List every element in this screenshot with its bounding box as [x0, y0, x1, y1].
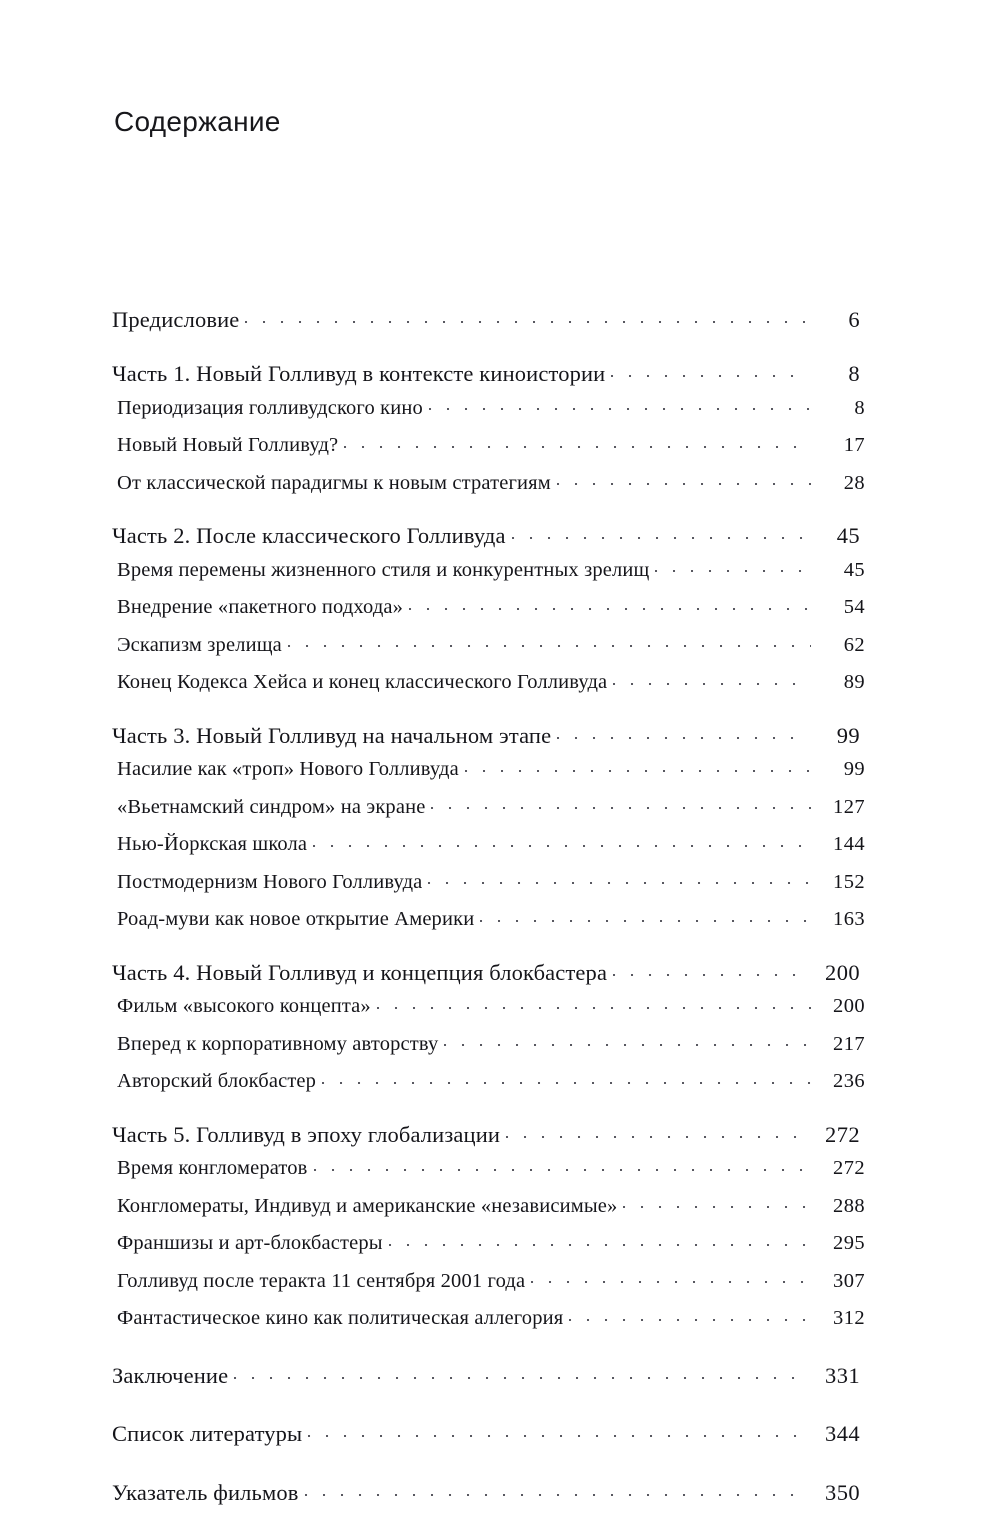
- toc-leader-dots: [569, 1304, 811, 1325]
- toc-entry-page-number: 288: [833, 1194, 865, 1217]
- toc-leader-dots: [389, 1229, 811, 1250]
- toc-leader-dots: [344, 431, 811, 452]
- toc-entry-sub[interactable]: [112, 830, 865, 857]
- table-of-contents: [112, 304, 865, 1506]
- toc-leader-dots: [531, 1266, 811, 1287]
- toc-entry-sub[interactable]: [112, 393, 865, 420]
- toc-entry-sub[interactable]: [112, 792, 865, 819]
- toc-leader-dots: [613, 668, 811, 689]
- toc-entry-label: Часть 5. Голливуд в эпоху глобализации: [112, 1121, 501, 1147]
- toc-entry-page-number: 295: [833, 1232, 865, 1254]
- toc-entry-page-number: 144: [833, 833, 865, 855]
- toc-entry-part[interactable]: [112, 1119, 860, 1148]
- toc-leader-dots: [465, 755, 811, 776]
- toc-entry-label: Предисловие: [112, 306, 240, 332]
- toc-entry-sub[interactable]: [112, 1154, 865, 1181]
- toc-leader-dots: [512, 521, 805, 544]
- toc-leader-dots: [557, 468, 811, 489]
- toc-entry-page-number: 99: [836, 722, 860, 748]
- toc-entry-label: Фильм «высокого концепта»: [117, 995, 371, 1017]
- toc-leader-dots: [428, 867, 811, 888]
- toc-leader-dots: [429, 393, 811, 414]
- toc-entry-label: Часть 1. Новый Голливуд в контексте киноистории: [112, 361, 606, 386]
- toc-entry-page-number: 89: [843, 671, 865, 693]
- toc-entry-sub[interactable]: [112, 1229, 865, 1256]
- toc-entry-label: Вперед к корпоративному авторству: [117, 1032, 439, 1055]
- toc-leader-dots: [613, 957, 805, 980]
- toc-entry-sub[interactable]: [112, 1029, 865, 1056]
- toc-leader-dots: [623, 1191, 811, 1212]
- toc-entry-sub[interactable]: [112, 668, 865, 695]
- toc-leader-dots: [480, 905, 811, 926]
- toc-entry-label: Постмодернизм Нового Голливуда: [117, 870, 423, 893]
- toc-entry-page-number: 236: [833, 1070, 865, 1092]
- toc-entry-page-number: 163: [833, 908, 865, 930]
- toc-entry-sub[interactable]: [112, 867, 865, 894]
- toc-leader-dots: [506, 1119, 805, 1142]
- toc-entry-page-number: 350: [825, 1479, 860, 1505]
- toc-entry-page-number: 8: [848, 361, 860, 386]
- toc-entry-label: Часть 3. Новый Голливуд на начальном этапе: [112, 722, 552, 748]
- toc-entry-label: Периодизация голливудского кино: [117, 396, 423, 419]
- toc-entry-label: Эскапизм зрелища: [117, 633, 282, 656]
- toc-entry-label: Список литературы: [112, 1421, 303, 1446]
- toc-leader-dots: [234, 1360, 805, 1383]
- toc-entry-single[interactable]: [112, 1419, 860, 1448]
- toc-entry-page-number: 312: [833, 1307, 865, 1329]
- toc-entry-page-number: 127: [833, 795, 865, 818]
- toc-entry-page-number: 344: [825, 1421, 860, 1446]
- toc-entry-label: Роад-муви как новое открытие Америки: [117, 908, 475, 930]
- toc-leader-dots: [611, 359, 805, 382]
- toc-entry-page-number: 99: [843, 758, 865, 780]
- toc-entry-label: Заключение: [112, 1362, 229, 1388]
- toc-entry-label: Фантастическое кино как политическая аллегория: [117, 1307, 564, 1329]
- toc-entry-sub[interactable]: [112, 755, 865, 782]
- toc-entry-single[interactable]: [112, 1360, 860, 1389]
- toc-entry-label: Конгломераты, Индивуд и американские «независимые»: [117, 1194, 618, 1217]
- toc-entry-label: Франшизы и арт-блокбастеры: [117, 1232, 383, 1254]
- toc-entry-label: Конец Кодекса Хейса и конец классического Голливуда: [117, 671, 608, 693]
- toc-entry-page-number: 54: [843, 596, 865, 618]
- page-title: Содержание: [114, 106, 281, 137]
- toc-entry-page-number: 17: [843, 434, 865, 456]
- toc-leader-dots: [314, 1154, 811, 1175]
- toc-entry-sub[interactable]: [112, 468, 865, 495]
- toc-entry-page-number: 45: [843, 558, 865, 581]
- toc-entry-page-number: 200: [825, 959, 860, 985]
- toc-leader-dots: [655, 555, 811, 576]
- toc-entry-label: Время перемены жизненного стиля и конкурентных зрелищ: [117, 558, 650, 581]
- toc-entry-page-number: 28: [843, 471, 865, 494]
- toc-entry-sub[interactable]: [112, 1304, 865, 1331]
- toc-entry-part[interactable]: [112, 521, 860, 550]
- toc-entry-page-number: 331: [825, 1362, 860, 1388]
- toc-entry-single[interactable]: [112, 304, 860, 333]
- toc-entry-label: Указатель фильмов: [112, 1479, 299, 1505]
- toc-entry-page-number: 217: [833, 1032, 865, 1055]
- toc-entry-label: От классической парадигмы к новым стратегиям: [117, 471, 551, 494]
- toc-entry-sub[interactable]: [112, 431, 865, 458]
- toc-leader-dots: [313, 830, 811, 851]
- toc-entry-sub[interactable]: [112, 1266, 865, 1293]
- toc-entry-page-number: 6: [848, 306, 860, 332]
- toc-entry-sub[interactable]: [112, 630, 865, 657]
- toc-entry-label: «Вьетнамский синдром» на экране: [117, 795, 426, 818]
- toc-leader-dots: [308, 1419, 805, 1442]
- toc-entry-page-number: 152: [833, 870, 865, 893]
- toc-entry-part[interactable]: [112, 720, 860, 749]
- toc-entry-sub[interactable]: [112, 1191, 865, 1218]
- toc-entry-label: Время конгломератов: [117, 1157, 308, 1179]
- toc-entry-single[interactable]: [112, 1477, 860, 1506]
- toc-leader-dots: [409, 593, 811, 614]
- toc-entry-page-number: 200: [833, 995, 865, 1017]
- toc-entry-label: Насилие как «троп» Нового Голливуда: [117, 758, 459, 780]
- toc-entry-sub[interactable]: [112, 905, 865, 932]
- toc-entry-page-number: 62: [843, 633, 865, 656]
- toc-entry-label: Авторский блокбастер: [117, 1070, 317, 1092]
- toc-leader-dots: [444, 1029, 811, 1050]
- toc-leader-dots: [431, 792, 811, 813]
- toc-entry-sub[interactable]: [112, 593, 865, 620]
- toc-leader-dots: [557, 720, 805, 743]
- toc-entry-part[interactable]: [112, 957, 860, 986]
- toc-entry-sub[interactable]: [112, 1067, 865, 1094]
- toc-leader-dots: [322, 1067, 811, 1088]
- toc-leader-dots: [305, 1477, 805, 1500]
- toc-entry-label: Нью-Йоркская школа: [117, 833, 308, 855]
- toc-leader-dots: [377, 992, 811, 1013]
- toc-entry-label: Внедрение «пакетного подхода»: [117, 596, 404, 618]
- toc-entry-page-number: 272: [833, 1157, 865, 1179]
- toc-entry-sub[interactable]: [112, 992, 865, 1019]
- toc-entry-sub[interactable]: [112, 555, 865, 582]
- toc-entry-label: Часть 4. Новый Голливуд и концепция блокбастера: [112, 959, 608, 985]
- toc-entry-part[interactable]: [112, 359, 860, 388]
- toc-entry-page-number: 272: [825, 1121, 860, 1147]
- toc-entry-page-number: 307: [833, 1269, 865, 1292]
- toc-leader-dots: [288, 630, 811, 651]
- toc-entry-label: Новый Новый Голливуд?: [117, 434, 339, 456]
- toc-entry-page-number: 45: [836, 523, 860, 548]
- toc-entry-label: Часть 2. После классического Голливуда: [112, 523, 506, 548]
- toc-entry-page-number: 8: [854, 396, 865, 419]
- toc-leader-dots: [245, 304, 805, 327]
- toc-entry-label: Голливуд после теракта 11 сентября 2001 года: [117, 1269, 526, 1292]
